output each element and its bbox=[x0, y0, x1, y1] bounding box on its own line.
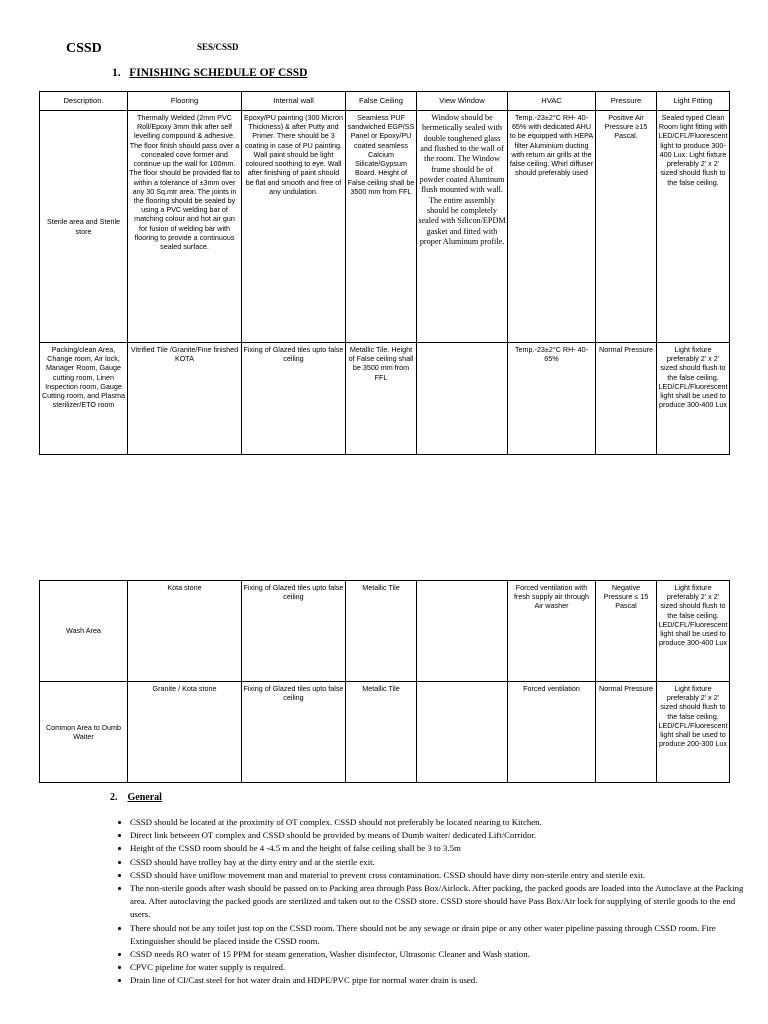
table-header-row bbox=[40, 92, 730, 111]
table-cell: Fixing of Glazed tiles upto false ceiling bbox=[242, 581, 346, 682]
table-cell: Temp.-23±2°C RH- 40-65% bbox=[508, 343, 596, 455]
column-header: Description. bbox=[40, 92, 128, 111]
table-cell: Wash Area bbox=[40, 581, 128, 682]
table-cell: Common Area to Dumb Waiter bbox=[40, 682, 128, 783]
list-item: • Height of the CSSD room should be 4 -4.5 m and the height of false ceiling shall be 3 to 3.5m bbox=[130, 842, 750, 855]
table-cell: Window should be hermetically sealed with double toughened glass and flushed to the wall of the room. The Window frame should be of powder coated Aluminum flush mounted with wall. The entire assembly should be completely sealed with Silicon/EPDM gasket and fitted with proper Aluminum profile. bbox=[417, 111, 508, 343]
list-item: • CSSD needs RO water of 15 PPM for steam generation, Washer disinfector, Ultrasonic Cleaner and Wash station. bbox=[130, 948, 750, 961]
table-cell: Granite / Kota stone bbox=[128, 682, 242, 783]
column-header: Internal wall bbox=[242, 92, 346, 111]
list-item: • Direct link between OT complex and CSSD should be provided by means of Dumb waiter/ dedicated Lift/Corridor. bbox=[130, 829, 750, 842]
list-item: • CSSD should have trolley bay at the dirty entry and at the sterile exit. bbox=[130, 856, 750, 869]
table-cell: Fixing of Glazed tiles upto false ceiling bbox=[242, 682, 346, 783]
table-row bbox=[40, 682, 730, 783]
section-2-title: General bbox=[127, 792, 162, 803]
table-cell: Light fixture preferably 2' x 2' sized should flush to the false ceiling. LED/CFL/Fluorescent light shall be used to produce 200-300 Lux bbox=[657, 682, 730, 783]
table-cell: Metallic Tile bbox=[346, 682, 417, 783]
table-row bbox=[40, 581, 730, 682]
section-1-title: FINISHING SCHEDULE OF CSSD bbox=[129, 67, 308, 79]
column-header: False Ceiling bbox=[346, 92, 417, 111]
document-header bbox=[66, 40, 239, 57]
finishing-schedule-table-continued bbox=[39, 580, 730, 783]
list-item: • There should not be any toilet just top on the CSSD room. There should not be any sewage or drain pipe or any other water pipeline passing through CSSD room. Fire Extinguisher should be placed inside the CSSD room. bbox=[130, 922, 750, 948]
table-cell: Vitrified Tile /Granite/Fine finished KOTA bbox=[128, 343, 242, 455]
table-cell: Normal Pressure bbox=[596, 682, 657, 783]
section-2-number: 2. bbox=[110, 792, 118, 803]
list-item: • The non-sterile goods after wash should be passed on to Packing area through Pass Box/Airlock. After packing, the packed goods are loaded into the Autoclave at the Packing area. After autoclaving the packed goods are sterilized and taken out to the CSSD store. CSSD store should have Pass Box/Air lock for supplying of sterile goods to the end users. bbox=[130, 882, 750, 922]
table-cell: Thermally Welded (2mm PVC Roll/Epoxy 3mm thik after self levelling compound & adhesive. The floor finish should pass over a concealed cove former and continue up the wall for 100mm. The floor should be provided flat to within a tolerance of ±3mm over any 30 Sq.mtr area. The joints in the flooring should be sealed by using a PVC welding bar of matching colour and hot air gun for fusion of welding bar with flooring to provide a continuous sealed surface. bbox=[128, 111, 242, 343]
table-cell: Normal Pressure bbox=[596, 343, 657, 455]
table-cell: Light fixture preferably 2' x 2' sized should flush to the false ceiling. LED/CFL/Fluorescent light shall be used to produce 300-400 Lux bbox=[657, 581, 730, 682]
section-1-heading bbox=[112, 67, 307, 79]
list-item: • CPVC pipeline for water supply is required. bbox=[130, 961, 750, 974]
section-2-heading bbox=[110, 792, 162, 803]
table-cell: Fixing of Glazed tiles upto false ceiling bbox=[242, 343, 346, 455]
column-header: HVAC bbox=[508, 92, 596, 111]
table-cell: Kota stone bbox=[128, 581, 242, 682]
finishing-schedule-table bbox=[39, 91, 730, 455]
table-cell: Light fixture preferably 2' x 2' sized should flush to the false ceiling. LED/CFL/Fluorescent light shall be used to produce 300-400 Lux bbox=[657, 343, 730, 455]
table-cell: Sealed typed Clean Room light fitting with LED/CFL/Fluorescent light to produce 300-400 Lux. Light fixture preferably 2' x 2' sized should flush to the false ceiling. bbox=[657, 111, 730, 343]
table-cell: Positive Air Pressure ≥15 Pascal. bbox=[596, 111, 657, 343]
table-row bbox=[40, 111, 730, 343]
table-cell: Temp.-23±2°C RH- 40-65% with dedicated AHU to be equipped with HEPA filter Aluminium ducting with return air grills at the false ceiling. Whirl diffuser should preferably used bbox=[508, 111, 596, 343]
column-header: Light Fitting bbox=[657, 92, 730, 111]
table-cell: Epoxy/PU painting (300 Micron Thickness) & after Putty and Primer. There should be 3 coating in case of PU painting. Wall paint should be light coloured soothing to eye. Wall after finishing of paint should be flat and smooth and free of any undulation. bbox=[242, 111, 346, 343]
table-cell bbox=[417, 343, 508, 455]
document-code: SES/CSSD bbox=[197, 42, 239, 52]
column-header: Pressure bbox=[596, 92, 657, 111]
table-cell: Seamless PUF sandwiched EGP/SS Panel or Epoxy/PU coated seamless Calcium Silicate/Gypsum Board. Height of False ceiling shall be 3500 mm from FFL bbox=[346, 111, 417, 343]
table-cell: Forced ventilation bbox=[508, 682, 596, 783]
table-row bbox=[40, 343, 730, 455]
section-1-number: 1. bbox=[112, 67, 121, 79]
table-cell bbox=[417, 682, 508, 783]
table-cell: Metallic Tile bbox=[346, 581, 417, 682]
table-cell bbox=[417, 581, 508, 682]
table-cell: Sterile area and Sterile store bbox=[40, 111, 128, 343]
table-cell: Negative Pressure ≤ 15 Pascal bbox=[596, 581, 657, 682]
table-cell: Packing/clean Area, Change room, Air lock, Manager Room, Gauge cutting room, Linen Inspection room, Gauge Cutting room, and Plasma sterilizer/ETO room bbox=[40, 343, 128, 455]
list-item: • CSSD should have uniflow movement man and material to prevent cross contamination. CSSD should have dirty non-sterile entry and sterile exit. bbox=[130, 869, 750, 882]
table-cell: Forced ventilation with fresh supply air through Air washer bbox=[508, 581, 596, 682]
column-header: View Window bbox=[417, 92, 508, 111]
list-item: • Drain line of CI/Cast steel for hot water drain and HDPE/PVC pipe for normal water drain is used. bbox=[130, 974, 750, 987]
table-cell: Metallic Tile. Height of False ceiling shall be 3500 mm from FFL bbox=[346, 343, 417, 455]
general-requirements-list bbox=[112, 816, 750, 987]
list-item: • CSSD should be located at the proximity of OT complex. CSSD should not preferably be located nearing to Kitchen. bbox=[130, 816, 750, 829]
column-header: Flooring bbox=[128, 92, 242, 111]
document-title: CSSD bbox=[66, 41, 102, 56]
